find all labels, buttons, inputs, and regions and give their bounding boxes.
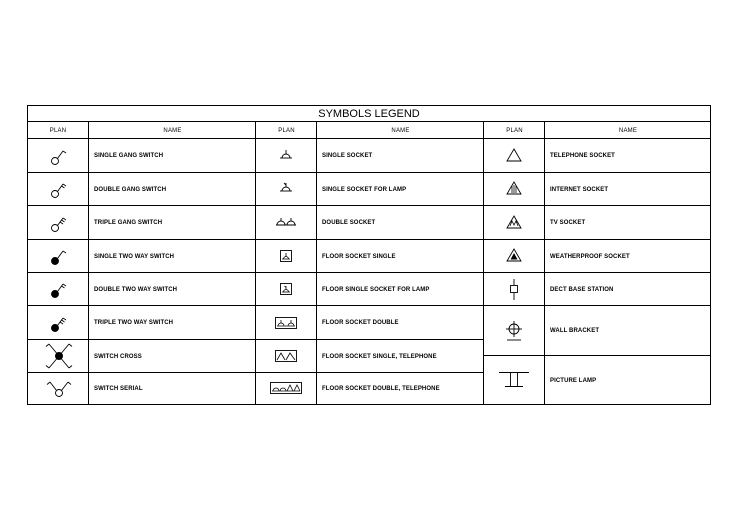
- symbol-name: FLOOR SINGLE SOCKET FOR LAMP: [322, 286, 430, 293]
- switch-cross-icon: [45, 341, 73, 371]
- symbol-name: WEATHERPROOF SOCKET: [550, 253, 630, 260]
- floor-socket-telephone-icon: [274, 349, 298, 363]
- tv-socket-icon: [506, 215, 522, 229]
- floor-socket-double-icon: [274, 316, 298, 330]
- floor-socket-double-telephone-icon: [269, 381, 303, 395]
- symbol-name: FLOOR SOCKET SINGLE: [322, 253, 396, 260]
- symbol-name: TRIPLE GANG SWITCH: [94, 220, 163, 226]
- single-two-way-switch-icon: [48, 245, 70, 267]
- header-name-3: NAME: [618, 127, 638, 134]
- triple-gang-switch-icon: [48, 212, 70, 234]
- picture-lamp-icon: [498, 370, 530, 390]
- floor-socket-single-icon: [279, 249, 293, 263]
- symbol-name: FLOOR SOCKET SINGLE, TELEPHONE: [322, 353, 437, 360]
- double-gang-switch-icon: [48, 178, 70, 200]
- weatherproof-socket-icon: [506, 248, 522, 262]
- symbol-name: TV SOCKET: [550, 220, 586, 226]
- symbol-name: SINGLE SOCKET FOR LAMP: [322, 186, 407, 193]
- wall-bracket-icon: [504, 319, 524, 343]
- header-name-2: NAME: [391, 127, 410, 134]
- single-socket-icon: [278, 148, 294, 162]
- symbol-name: DOUBLE GANG SWITCH: [94, 186, 167, 193]
- symbol-name: INTERNET SOCKET: [550, 186, 609, 193]
- symbol-name: WALL BRACKET: [550, 328, 600, 334]
- symbol-name: SINGLE GANG SWITCH: [94, 153, 164, 159]
- telephone-socket-icon: [506, 148, 522, 162]
- symbol-name: SWITCH CROSS: [94, 353, 142, 360]
- floor-socket-lamp-icon: [279, 282, 293, 296]
- single-gang-switch-icon: [48, 145, 70, 167]
- header-plan-2: PLAN: [278, 127, 295, 134]
- dect-base-station-icon: [508, 278, 520, 302]
- internet-socket-icon: [506, 181, 522, 195]
- symbol-name: FLOOR SOCKET DOUBLE: [322, 320, 399, 326]
- symbol-name: FLOOR SOCKET DOUBLE, TELEPHONE: [322, 386, 440, 392]
- legend-title: SYMBOLS LEGEND: [318, 107, 420, 120]
- symbol-name: SINGLE TWO WAY SWITCH: [94, 253, 175, 260]
- symbol-name: SWITCH SERIAL: [94, 386, 143, 392]
- symbol-name: PICTURE LAMP: [550, 377, 597, 384]
- switch-serial-icon: [45, 377, 73, 401]
- symbol-name: DOUBLE SOCKET: [322, 220, 376, 226]
- symbol-name: DOUBLE TWO WAY SWITCH: [94, 286, 178, 293]
- header-plan-1: PLAN: [49, 127, 67, 134]
- double-socket-icon: [275, 215, 297, 229]
- header-plan-3: PLAN: [506, 127, 523, 134]
- single-socket-lamp-icon: [278, 181, 294, 195]
- symbol-name: TELEPHONE SOCKET: [550, 153, 615, 159]
- symbols-legend-table: [27, 105, 711, 405]
- symbol-name: DECT BASE STATION: [550, 286, 614, 293]
- double-two-way-switch-icon: [48, 278, 70, 300]
- symbol-name: TRIPLE TWO WAY SWITCH: [94, 320, 174, 326]
- symbol-name: SINGLE SOCKET: [322, 153, 373, 159]
- header-name-1: NAME: [163, 127, 182, 134]
- triple-two-way-switch-icon: [48, 312, 70, 334]
